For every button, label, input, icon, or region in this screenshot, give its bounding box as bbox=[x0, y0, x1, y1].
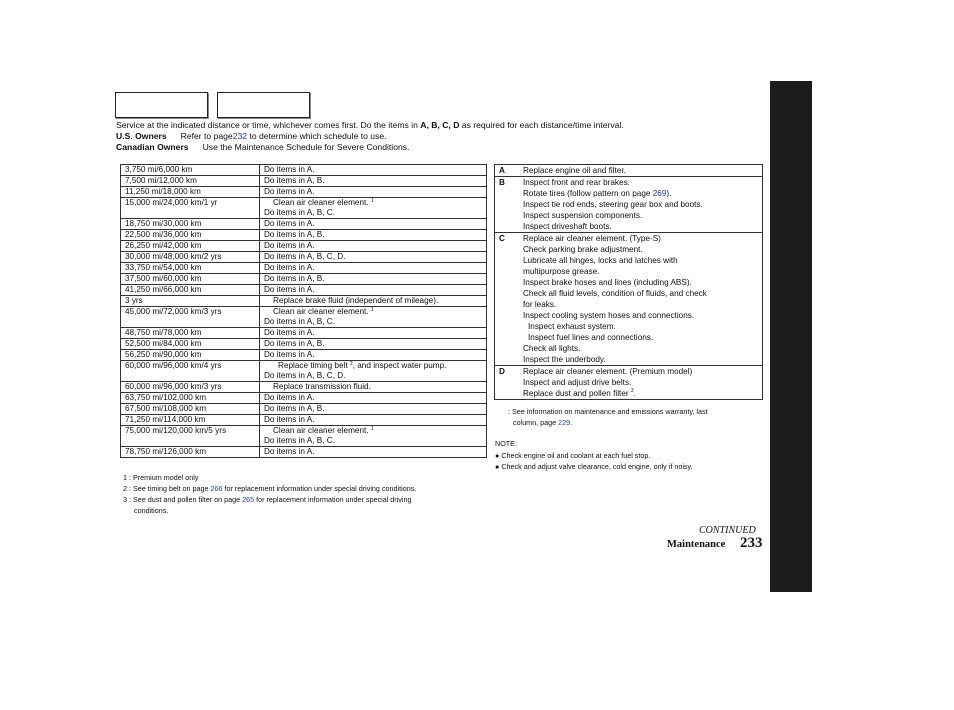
schedule-interval: 37,500 mi/60,000 km bbox=[121, 274, 260, 285]
schedule-action: Do items in A. bbox=[260, 165, 487, 176]
page-link-265[interactable]: 265 bbox=[242, 495, 255, 504]
schedule-row bbox=[121, 274, 487, 285]
schedule-row bbox=[121, 393, 487, 404]
schedule-action: Do items in A. bbox=[260, 447, 487, 458]
schedule-interval: 22,500 mi/36,000 km bbox=[121, 230, 260, 241]
item-row-c: C Replace air cleaner element. (Type-S) Check parking brake adjustment. Lubricate all hinges, locks and latches with multipurpose grease. Inspect brake hoses and lines (including ABS). Check all fluid levels, condition of fluids, and check for leaks. Inspect cooling system hoses and connections. Inspect exhaust system. Inspect fuel lines and connections. Check all lights. Inspect the underbody. bbox=[495, 233, 763, 366]
schedule-row bbox=[121, 252, 487, 263]
schedule-action: Do items in A. bbox=[260, 285, 487, 296]
item-letter: C bbox=[495, 233, 524, 366]
schedule-interval: 75,000 mi/120,000 km/5 yrs bbox=[121, 426, 260, 447]
schedule-action: Do items in A. bbox=[260, 219, 487, 230]
item-letter: A bbox=[495, 165, 524, 177]
schedule-action: Replace transmission fluid. bbox=[260, 382, 487, 393]
schedule-row bbox=[121, 382, 487, 393]
continued-label: CONTINUED bbox=[699, 525, 756, 536]
us-owners-line: U.S. Owners Refer to page232 to determine which schedule to use. bbox=[116, 131, 387, 141]
schedule-row bbox=[121, 296, 487, 307]
page-link-269[interactable]: 269 bbox=[652, 189, 667, 198]
schedule-row bbox=[121, 176, 487, 187]
schedule-action: Do items in A, B. bbox=[260, 230, 487, 241]
schedule-row bbox=[121, 447, 487, 458]
schedule-row bbox=[121, 230, 487, 241]
page-link-229[interactable]: 229 bbox=[558, 418, 571, 427]
schedule-row bbox=[121, 361, 487, 382]
schedule-row bbox=[121, 350, 487, 361]
schedule-action: Do items in A, B. bbox=[260, 404, 487, 415]
schedule-interval: 3 yrs bbox=[121, 296, 260, 307]
schedule-action: Do items in A. bbox=[260, 263, 487, 274]
schedule-interval: 52,500 mi/84,000 km bbox=[121, 339, 260, 350]
footnote-1: 1 : Premium model only bbox=[123, 473, 199, 482]
schedule-interval: 11,250 mi/18,000 km bbox=[121, 187, 260, 198]
schedule-interval: 71,250 mi/114,000 km bbox=[121, 415, 260, 426]
schedule-action: Do items in A. bbox=[260, 393, 487, 404]
schedule-action: Replace timing belt $^2$, and inspect water pump. Do items in A, B, C, D. bbox=[260, 361, 487, 382]
schedule-interval: 15,000 mi/24,000 km/1 yr bbox=[121, 198, 260, 219]
canadian-owners-line: Canadian Owners Use the Maintenance Schedule for Severe Conditions. bbox=[116, 142, 410, 152]
item-letter: B bbox=[495, 177, 524, 233]
schedule-interval: 18,750 mi/30,000 km bbox=[121, 219, 260, 230]
warranty-note-2: column, page 229. bbox=[513, 418, 573, 427]
schedule-interval: 45,000 mi/72,000 km/3 yrs bbox=[121, 307, 260, 328]
schedule-action: Clean air cleaner element. $^1$ Do items in A, B, C. bbox=[260, 426, 487, 447]
schedule-action: Do items in A, B, C, D. bbox=[260, 252, 487, 263]
schedule-interval: 7,500 mi/12,000 km bbox=[121, 176, 260, 187]
warranty-note: : See information on maintenance and emissions warranty, last bbox=[508, 407, 708, 416]
schedule-row bbox=[121, 328, 487, 339]
schedule-row bbox=[121, 219, 487, 230]
maintenance-items-table bbox=[494, 164, 763, 400]
schedule-action: Do items in A, B. bbox=[260, 339, 487, 350]
schedule-interval: 30,000 mi/48,000 km/2 yrs bbox=[121, 252, 260, 263]
note-item: ● Check and adjust valve clearance, cold engine, only if noisy. bbox=[495, 462, 693, 471]
intro-line: Service at the indicated distance or time, whichever comes first. Do the items in A, B, C, D as required for each distance/time interval. bbox=[116, 120, 624, 130]
schedule-action: Clean air cleaner element. $^1$ Do items in A, B, C. bbox=[260, 198, 487, 219]
schedule-action: Do items in A. bbox=[260, 241, 487, 252]
schedule-row bbox=[121, 285, 487, 296]
item-row-d: D Replace air cleaner element. (Premium model) Inspect and adjust drive belts. Replace dust and pollen filter $^3$. bbox=[495, 366, 763, 400]
schedule-row bbox=[121, 426, 487, 447]
schedule-row bbox=[121, 404, 487, 415]
schedule-row bbox=[121, 198, 487, 219]
schedule-interval: 41,250 mi/66,000 km bbox=[121, 285, 260, 296]
schedule-row bbox=[121, 307, 487, 328]
page-link-232[interactable]: 232 bbox=[232, 131, 248, 141]
schedule-row bbox=[121, 241, 487, 252]
schedule-interval: 67,500 mi/108,000 km bbox=[121, 404, 260, 415]
header-box-left bbox=[115, 92, 208, 118]
item-row-a: A Replace engine oil and filter. bbox=[495, 165, 763, 177]
item-letters: A, B, C, D bbox=[420, 120, 460, 130]
page-link-266[interactable]: 266 bbox=[210, 484, 223, 493]
note-title: NOTE: bbox=[495, 439, 517, 448]
schedule-interval: 60,000 mi/96,000 km/3 yrs bbox=[121, 382, 260, 393]
footnote-3-cont: conditions. bbox=[134, 506, 169, 515]
schedule-interval: 63,750 mi/102,000 km bbox=[121, 393, 260, 404]
maintenance-schedule-table bbox=[120, 164, 487, 458]
schedule-action: Do items in A. bbox=[260, 187, 487, 198]
page-number: 233 bbox=[740, 535, 763, 551]
schedule-action: Replace brake fluid (independent of mileage). bbox=[260, 296, 487, 307]
section-tab-bar bbox=[770, 81, 812, 592]
schedule-action: Clean air cleaner element. $^1$ Do items in A, B, C. bbox=[260, 307, 487, 328]
item-letter: D bbox=[495, 366, 524, 400]
schedule-interval: 26,250 mi/42,000 km bbox=[121, 241, 260, 252]
note-item: ● Check engine oil and coolant at each fuel stop. bbox=[495, 451, 651, 460]
schedule-row bbox=[121, 339, 487, 350]
schedule-row bbox=[121, 415, 487, 426]
schedule-interval: 3,750 mi/6,000 km bbox=[121, 165, 260, 176]
header-box-right bbox=[217, 92, 310, 118]
schedule-row bbox=[121, 187, 487, 198]
schedule-action: Do items in A, B. bbox=[260, 274, 487, 285]
schedule-row bbox=[121, 165, 487, 176]
schedule-action: Do items in A, B. bbox=[260, 176, 487, 187]
schedule-action: Do items in A. bbox=[260, 415, 487, 426]
section-name: Maintenance bbox=[667, 539, 726, 550]
schedule-interval: 33,750 mi/54,000 km bbox=[121, 263, 260, 274]
item-row-b: B Inspect front and rear brakes. Rotate tires (follow pattern on page 269). Inspect tie rod ends, steering gear box and boots. Inspect suspension components. Inspect driveshaft boots. bbox=[495, 177, 763, 233]
footnote-2: 2 : See timing belt on page 266 for replacement information under special driving conditions. bbox=[123, 484, 417, 493]
footnote-3: 3 : See dust and pollen filter on page 265 for replacement information under special driving bbox=[123, 495, 412, 504]
schedule-interval: 60,000 mi/96,000 km/4 yrs bbox=[121, 361, 260, 382]
schedule-row bbox=[121, 263, 487, 274]
schedule-action: Do items in A. bbox=[260, 350, 487, 361]
schedule-interval: 78,750 mi/126,000 km bbox=[121, 447, 260, 458]
schedule-interval: 48,750 mi/78,000 km bbox=[121, 328, 260, 339]
schedule-interval: 56,250 mi/90,000 km bbox=[121, 350, 260, 361]
schedule-action: Do items in A. bbox=[260, 328, 487, 339]
